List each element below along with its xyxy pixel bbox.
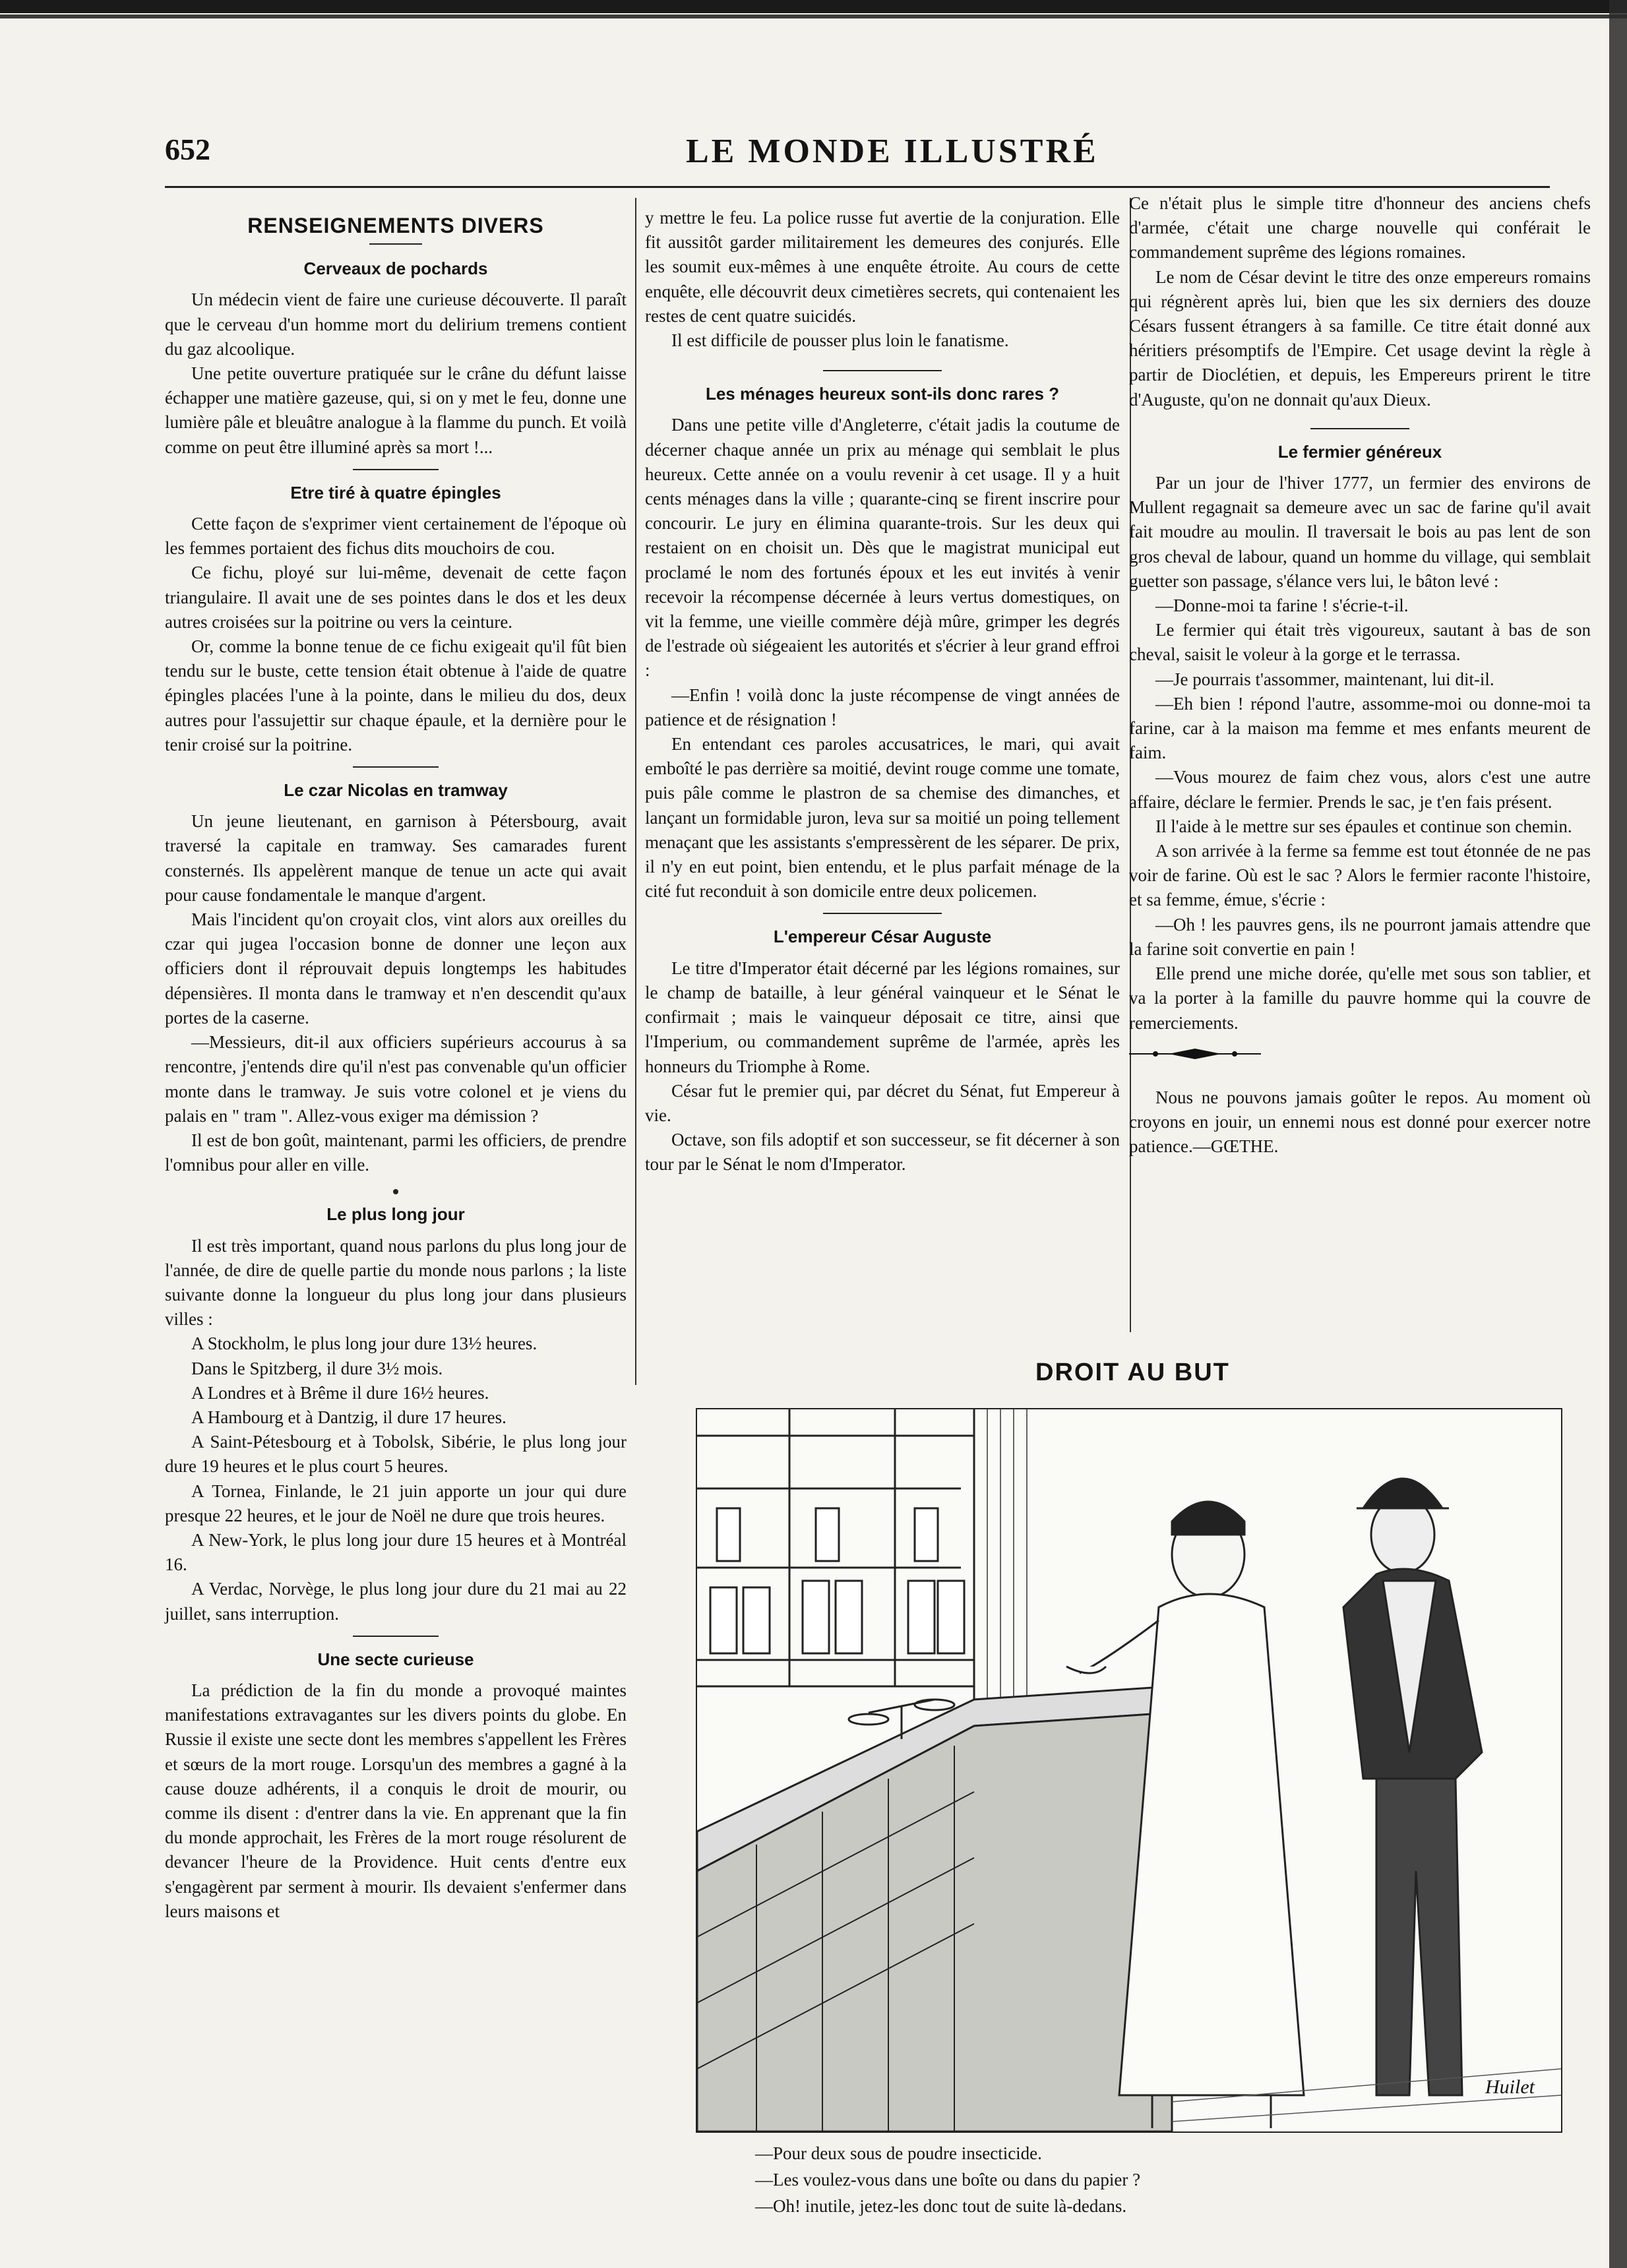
artist-signature: Huilet xyxy=(1485,2076,1535,2098)
paragraph: Le fermier qui était très vigoureux, sautant à bas de son cheval, saisit le voleur à la gorge et le terrassa. xyxy=(1129,620,1591,665)
article-title: L'empereur César Auguste xyxy=(773,927,992,947)
list-item: A Tornea, Finlande, le 21 juin apporte un jour qui dure presque 22 heures, et le jour de Noël ne dure que trois heures. xyxy=(165,1481,627,1525)
list-item: A New-York, le plus long jour dure 15 heures et à Montréal 16. xyxy=(165,1529,627,1575)
paragraph: Mais l'incident qu'on croyait clos, vint alors aux oreilles du czar qui jugea l'occasion bonne de donner une leçon aux officiers dont il réprouvait depuis longtemps les habitudes dépensières. Il monta dans le tramway et n'en descendit qu'aux portes de la caserne. xyxy=(165,909,627,1027)
paragraph: Cette façon de s'exprimer vient certainement de l'époque où les femmes portaient des fichus dits mouchoirs de cou. xyxy=(165,514,627,559)
article-title: Etre tiré à quatre épingles xyxy=(290,482,501,503)
caption-line: —Pour deux sous de poudre insecticide. xyxy=(755,2143,1042,2163)
top-border xyxy=(0,0,1627,13)
paragraph: Une petite ouverture pratiquée sur le crâne du défunt laisse échapper une matière gazeuse, qui, si on y met le feu, donne une lumière pâle et bleuâtre analogue à la flamme du punch. Et voilà comme on peut être illuminé après sa mort !... xyxy=(165,363,627,457)
column-2 xyxy=(645,206,1120,1177)
article-title: Cerveaux de pochards xyxy=(303,259,488,279)
caption-line: —Oh! inutile, jetez-les donc tout de suite là-dedans. xyxy=(755,2196,1127,2216)
paragraph: Elle prend une miche dorée, qu'elle met sous son tablier, et va la porter à la famille du pauvre homme qui la couvre de remerciements. xyxy=(1129,964,1591,1033)
article-title: Une secte curieuse xyxy=(317,1649,474,1669)
list-item: A Verdac, Norvège, le plus long jour dure du 21 mai au 22 juillet, sans interruption. xyxy=(165,1579,627,1624)
paragraph: La prédiction de la fin du monde a provoqué maintes manifestations extravagantes sur les divers points du globe. En Russie il existe une secte dont les membres s'appellent les Frères et sœurs de la mort rouge. Lorsqu'un des membres a gagné à la cause douze adhérents, il a conquis le droit de mourir, ou comme ils disent : d'entrer dans la vie. En apprenant que la fin du monde approchait, les Frères de la mort rouge résolurent de devancer l'heure de la Providence. Huit cents d'entre eux s'engagèrent par serment à mourir. Ils devaient s'enfermer dans leurs maisons et xyxy=(165,1680,627,1921)
list-item: A Saint-Pétesbourg et à Tobolsk, Sibérie, le plus long jour dure 19 heures et le plus court 5 heures. xyxy=(165,1432,627,1477)
column-1 xyxy=(165,211,627,1924)
article-title: Les ménages heureux sont-ils donc rares ? xyxy=(705,384,1060,404)
paragraph: —Messieurs, dit-il aux officiers supérieurs accourus à sa rencontre, j'entends dire qu'il n'est pas convenable qu'un officier monte dans le tramway. Je suis votre colonel et je viens du palais en " tram ". Allez-vous exiger ma démission ? xyxy=(165,1032,627,1126)
list-item: Dans le Spitzberg, il dure 3½ mois. xyxy=(191,1358,443,1378)
list-item: A Hambourg et à Dantzig, il dure 17 heures. xyxy=(191,1407,507,1427)
list-item: A Londres et à Brême il dure 16½ heures. xyxy=(191,1382,489,1403)
paragraph: En entendant ces paroles accusatrices, le mari, qui avait emboîté le pas derrière sa moitié, devint rouge comme une tomate, puis pâle comme le plastron de sa chemise des dimanches, et lançant un formidable juron, leva sur sa moitié un poing tellement menaçant que les assistants s'empressèrent de les séparer. De prix, il n'y en eut point, bien entendu, et le plus parfait ménage de la cité fut reconduit à son domicile entre deux policemen. xyxy=(645,734,1120,902)
cartoon-illustration xyxy=(696,1408,1562,2133)
separator xyxy=(353,469,439,470)
section-title: RENSEIGNEMENTS DIVERS xyxy=(247,214,544,237)
header-rule xyxy=(165,186,1550,188)
paragraph: Il l'aide à le mettre sur ses épaules et continue son chemin. xyxy=(1155,816,1572,836)
paragraph: Octave, son fils adoptif et son successeur, se fit décerner à son tour par le Sénat le nom d'Imperator. xyxy=(645,1130,1120,1175)
paragraph: Ce n'était plus le simple titre d'honneur des anciens chefs d'armée, c'était une charge nouvelle qui conférait le commandement suprême des légions romaines. xyxy=(1129,193,1591,262)
paragraph: Un jeune lieutenant, en garnison à Pétersbourg, avait traversé la capitale en tramway. Ses camarades furent consternés. Ils appelèrent manque de tenue un acte qui avait pour cause fondamentale le manque d'argent. xyxy=(165,811,627,905)
article-title: Le czar Nicolas en tramway xyxy=(284,780,508,801)
paragraph: —Oh ! les pauvres gens, ils ne pourront jamais attendre que la farine soit convertie en pain ! xyxy=(1129,914,1591,959)
separator xyxy=(353,1636,439,1637)
top-border-thin xyxy=(0,15,1627,18)
page-edge-shadow xyxy=(1609,0,1627,2268)
caption-line: —Les voulez-vous dans une boîte ou dans du papier ? xyxy=(755,2170,1141,2190)
ornament-divider xyxy=(1129,1047,1261,1060)
paragraph: y mettre le feu. La police russe fut avertie de la conjuration. Elle fit aussitôt garder militairement les demeures des conjurés. Elle les soumit eux-mêmes à une enquête étroite. Au cours de cette enquête, elle découvrit deux cimetières secrets, qui contenaient les restes de cent quatre suicidés. xyxy=(645,208,1120,326)
paragraph: Le nom de César devint le titre des onze empereurs romains qui régnèrent après lui, bien que les six derniers des douze Césars fussent étrangers à sa famille. Ce titre était donné aux héritiers présomptifs de l'Empire. Cet usage devint la règle à partir de Dioclétien, et depuis, les Empereurs prirent le titre d'Auguste, qu'on ne donnait qu'aux Dieux. xyxy=(1129,266,1591,410)
paragraph: Il est de bon goût, maintenant, parmi les officiers, de prendre l'omnibus pour aller en ville. xyxy=(165,1130,627,1175)
separator xyxy=(823,370,942,371)
column-divider xyxy=(635,198,636,1385)
paragraph: —Eh bien ! répond l'autre, assomme-moi ou donne-moi ta farine, car à la maison ma femme et mes enfants meurent de faim. xyxy=(1129,693,1591,763)
paragraph: —Enfin ! voilà donc la juste récompense de vingt années de patience et de résignation ! xyxy=(645,685,1120,729)
paragraph: Un médecin vient de faire une curieuse découverte. Il paraît que le cerveau d'un homme mort du delirium tremens contient du gaz alcoolique. xyxy=(165,290,627,359)
pharmacy-scene-drawing xyxy=(697,1409,1561,2131)
paragraph: Par un jour de l'hiver 1777, un fermier des environs de Mullent regagnait sa demeure avec un sac de farine qu'il avait fait moudre au moulin. Il traversait le bois au pas lent de son gros cheval de labour, quand un homme du village, qui semblait guetter son passage, s'élance vers lui, le bâton levé : xyxy=(1129,473,1591,591)
paragraph: César fut le premier qui, par décret du Sénat, fut Empereur à vie. xyxy=(645,1080,1120,1125)
separator xyxy=(823,913,942,914)
paragraph: Le titre d'Imperator était décerné par les légions romaines, sur le champ de bataille, à leur général vainqueur et le Sénat le confirmait ; mais le vainqueur déposait ce titre, ainsi que l'Imperium, ou commandement suprême de l'armée, après les honneurs du Triomphe à Rome. xyxy=(645,958,1120,1076)
article-title: Le fermier généreux xyxy=(1277,441,1442,462)
quote-paragraph: Nous ne pouvons jamais goûter le repos. Au moment où croyons en jouir, un ennemi nous est donné pour exercer notre patience.—GŒTHE. xyxy=(1129,1087,1591,1157)
page-number: 652 xyxy=(165,133,210,166)
paragraph: Il est difficile de pousser plus loin le fanatisme. xyxy=(671,330,1009,351)
column-3 xyxy=(1129,191,1591,1159)
separator-dot xyxy=(393,1189,398,1194)
list-item: A Stockholm, le plus long jour dure 13½ heures. xyxy=(191,1333,537,1354)
paragraph: Il est très important, quand nous parlons du plus long jour de l'année, de dire de quelle partie du monde nous parlons ; la liste suivante donne la longueur du plus long jour dans plusieurs villes : xyxy=(165,1235,627,1330)
paragraph: —Vous mourez de faim chez vous, alors c'est une autre affaire, déclare le fermier. Prends le sac, je t'en fais présent. xyxy=(1129,767,1591,812)
paragraph: Or, comme la bonne tenue de ce fichu exigeait qu'il fût bien tendu sur le buste, cette tension était obtenue à l'aide de quatre épingles placées l'une à la pointe, dans le milieu du dos, deux autres pour l'assujettir sur chaque épaule, et la dernière pour le tenir croisé sur la poitrine. xyxy=(165,636,627,754)
paragraph: —Donne-moi ta farine ! s'écrie-t-il. xyxy=(1155,596,1409,616)
separator xyxy=(1310,428,1409,429)
paragraph: A son arrivée à la ferme sa femme est tout étonnée de ne pas voir de farine. Où est le sac ? Alors le fermier raconte l'histoire, et sa femme, émue, s'écrie : xyxy=(1129,841,1591,910)
cartoon-caption xyxy=(755,2140,1140,2219)
paragraph: —Je pourrais t'assommer, maintenant, lui dit-il. xyxy=(1155,669,1494,689)
separator xyxy=(369,243,422,245)
article-title: Le plus long jour xyxy=(326,1204,465,1225)
paragraph: Ce fichu, ployé sur lui-même, devenait de cette façon triangulaire. Il avait une de ses pointes dans le dos et les deux autres croisées sur la poitrine ou vers la ceinture. xyxy=(165,563,627,632)
masthead: LE MONDE ILLUSTRÉ xyxy=(686,133,1099,170)
paragraph: Dans une petite ville d'Angleterre, c'était jadis la coutume de décerner chaque année un prix au ménage qui semblait le plus heureux. Cette année on a voulu revenir à cet usage. Il y a huit cents ménages dans la ville ; quarante-cinq se firent inscrire pour concourir. Le jury en élimina quarante-trois. Sur les deux qui restaient on en choisit un. Dès que le magistrat municipal eut proclamé le nom des fortunés époux et les eut invités à venir recevoir la récompense décernée à leurs vertus domestiques, on vit la femme, une vieille commère déjà mûre, grimper les degrés de l'estrade où siégeaient les autorités et s'écrier à leur grand effroi : xyxy=(645,415,1120,681)
separator xyxy=(353,766,439,768)
cartoon-title: DROIT AU BUT xyxy=(1035,1359,1230,1386)
